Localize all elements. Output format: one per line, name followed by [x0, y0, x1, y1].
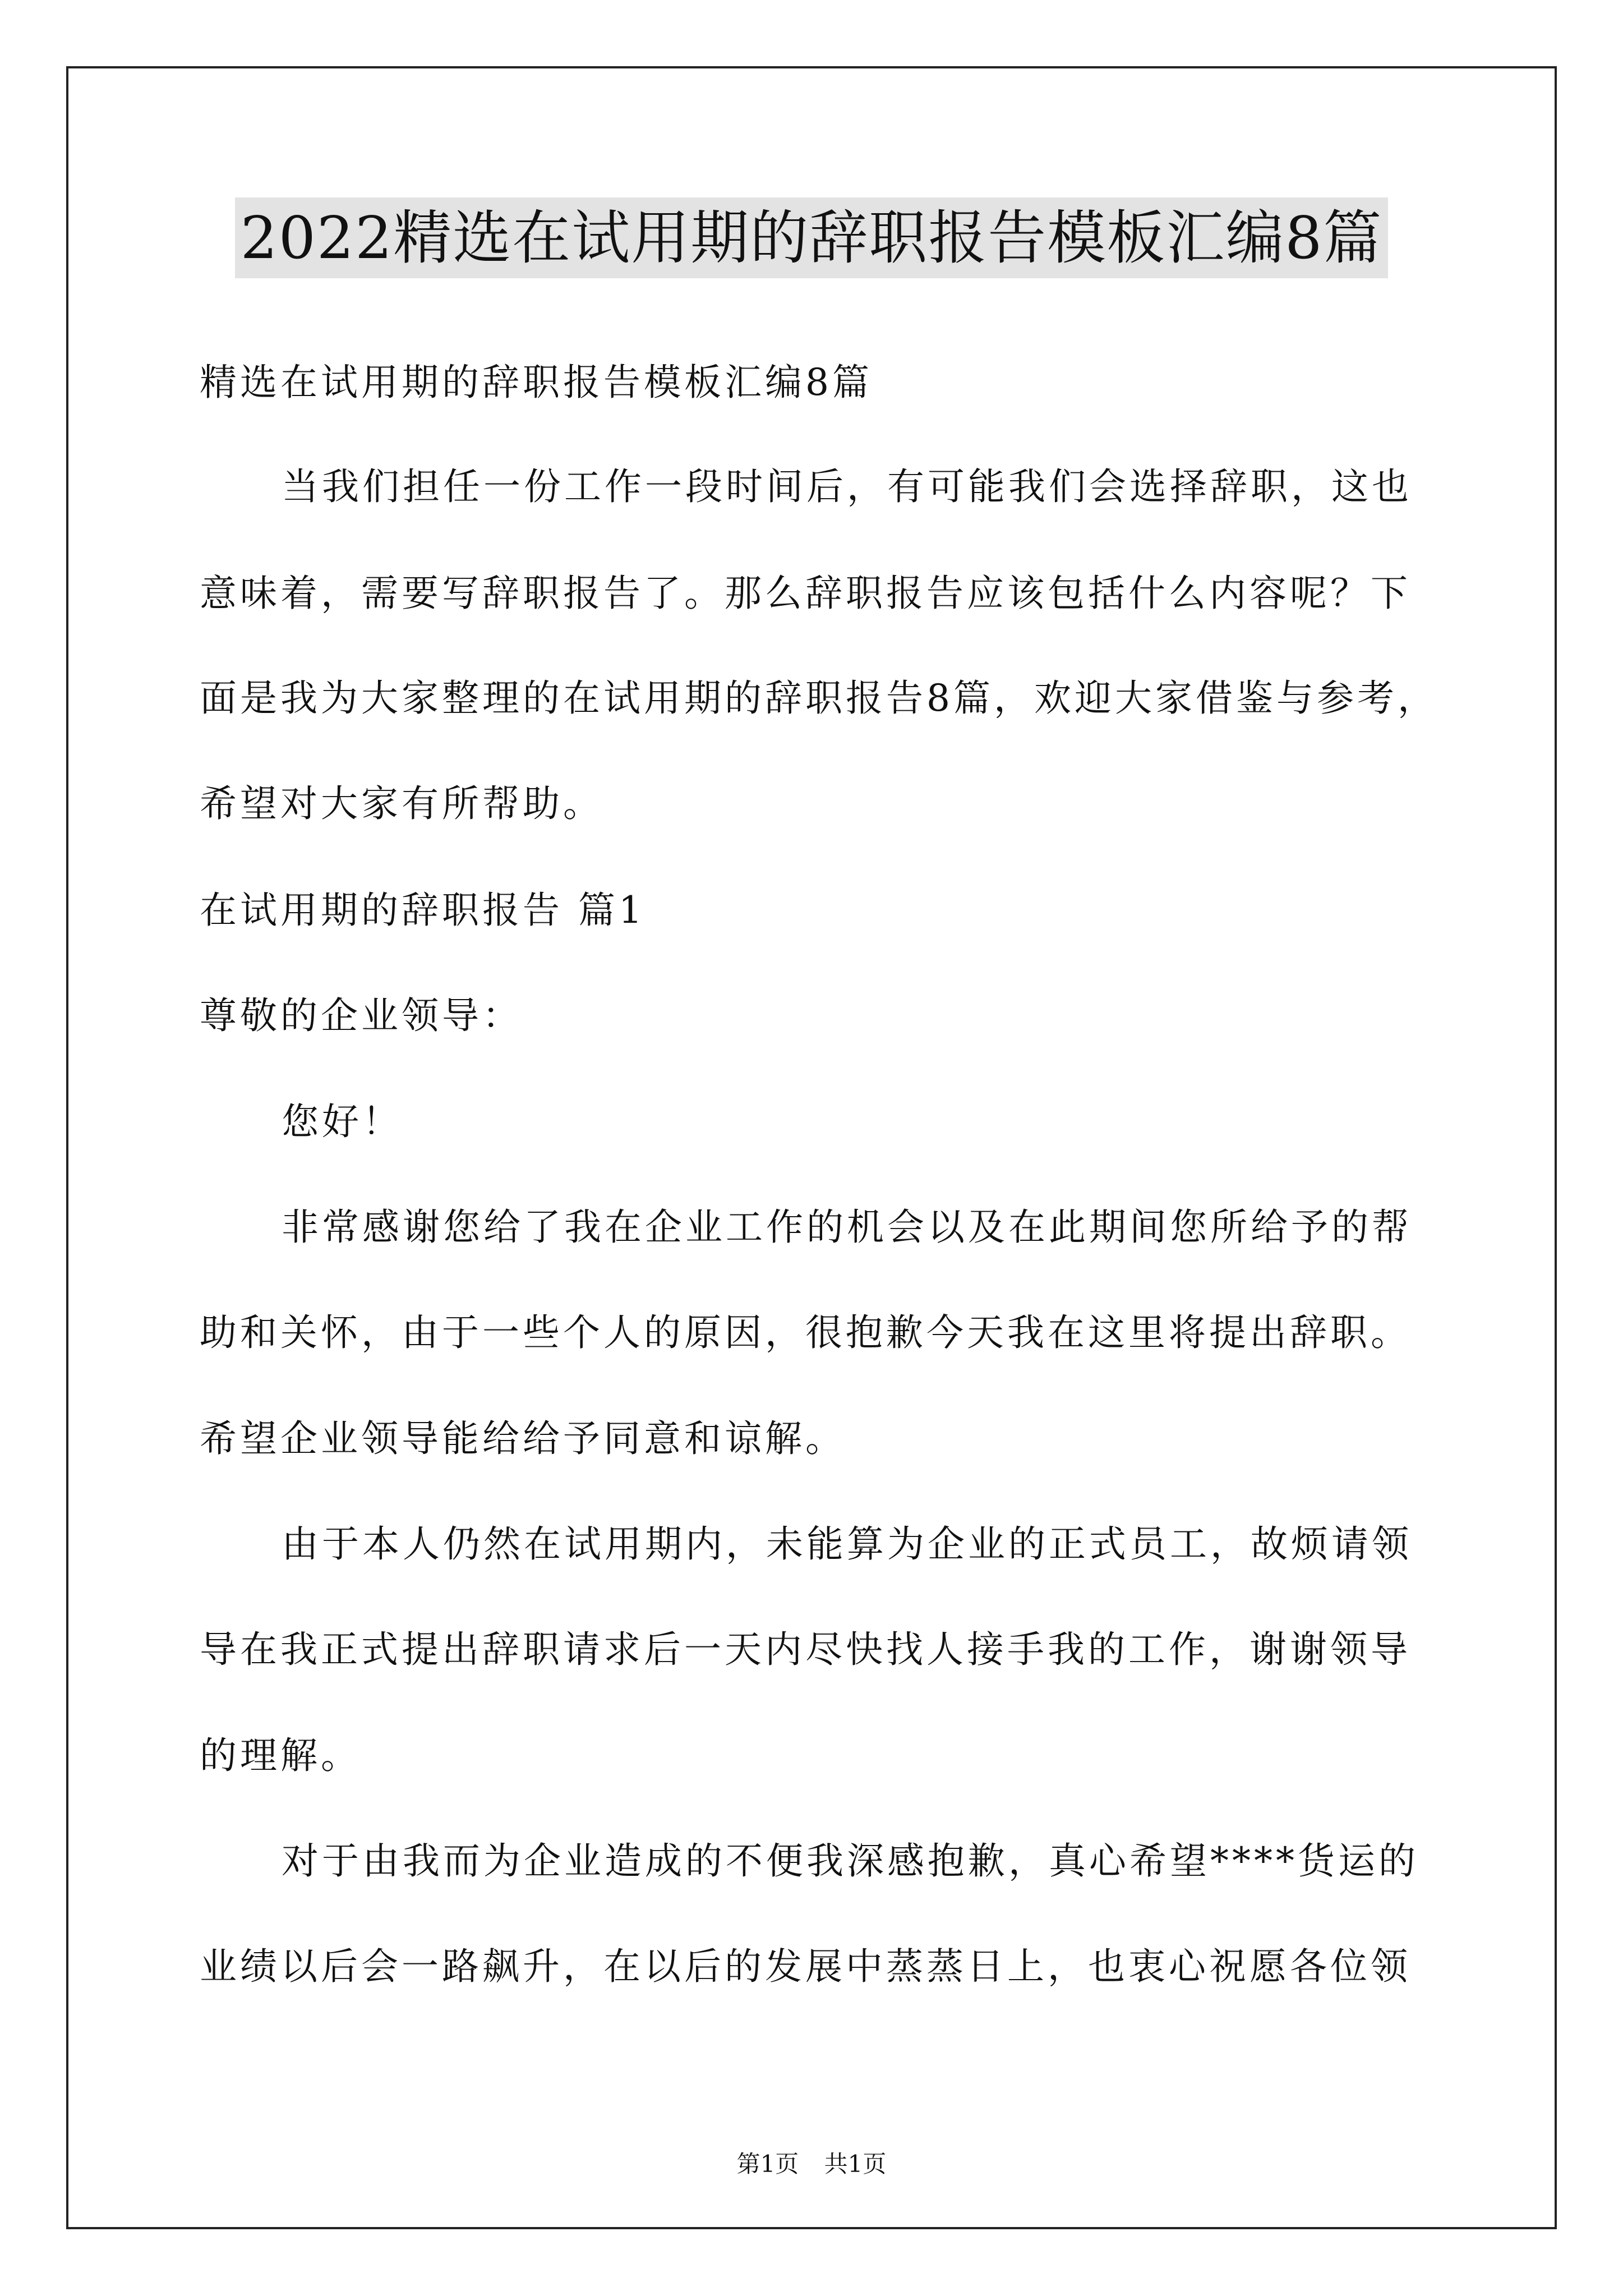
paragraph-line: 当我们担任一份工作一段时间后，有可能我们会选择辞职，这也	[282, 465, 1412, 508]
paragraph-line: 业绩以后会一路飙升，在以后的发展中蒸蒸日上，也衷心祝愿各位领	[200, 1945, 1411, 1988]
paragraph-line: 助和关怀，由于一些个人的原因，很抱歉今天我在这里将提出辞职。	[200, 1311, 1411, 1354]
page-footer	[0, 2148, 1623, 2180]
document-title: 2022精选在试用期的辞职报告模板汇编8篇	[235, 197, 1389, 278]
paragraph-line: 希望对大家有所帮助。	[200, 782, 603, 825]
paragraph-line: 的理解。	[200, 1734, 361, 1777]
paragraph-line: 导在我正式提出辞职请求后一天内尽快找人接手我的工作，谢谢领导	[200, 1628, 1411, 1671]
salutation: 尊敬的企业领导：	[200, 994, 523, 1037]
subtitle-line: 精选在试用期的辞职报告模板汇编8篇	[200, 361, 873, 404]
section-heading: 在试用期的辞职报告 篇1	[200, 889, 645, 932]
page-number-total: 共1页	[824, 2150, 887, 2178]
paragraph-line: 希望企业领导能给给予同意和谅解。	[200, 1417, 846, 1460]
greeting: 您好！	[282, 1100, 403, 1143]
paragraph-line: 非常感谢您给了我在企业工作的机会以及在此期间您所给予的帮	[282, 1205, 1412, 1249]
paragraph-line: 面是我为大家整理的在试用期的辞职报告8篇，欢迎大家借鉴与参考，	[200, 677, 1438, 720]
paragraph-line: 意味着，需要写辞职报告了。那么辞职报告应该包括什么内容呢？下	[200, 572, 1411, 615]
title-container	[0, 197, 1623, 278]
page-number-current: 第1页	[736, 2150, 799, 2178]
paragraph-line: 对于由我而为企业造成的不便我深感抱歉，真心希望****货运的	[282, 1839, 1419, 1883]
paragraph-line: 由于本人仍然在试用期内，未能算为企业的正式员工，故烦请领	[282, 1522, 1412, 1566]
